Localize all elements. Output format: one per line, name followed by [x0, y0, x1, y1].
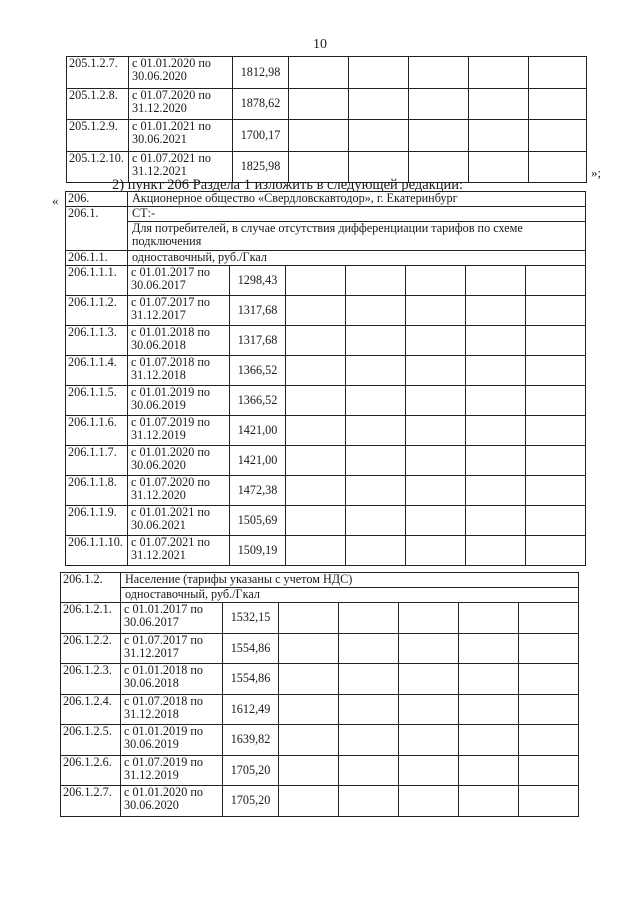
empty-cell — [526, 326, 586, 356]
empty-cell — [409, 88, 469, 120]
row-number: 206.1.2.7. — [61, 786, 121, 817]
empty-cell — [469, 57, 529, 89]
period-cell: с 01.01.2018 по 30.06.2018 — [121, 664, 223, 695]
empty-cell — [286, 386, 346, 416]
empty-cell — [339, 786, 399, 817]
empty-cell — [289, 120, 349, 152]
group-label: Население (тарифы указаны с учетом НДС) — [121, 573, 579, 588]
tariff-value: 1421,00 — [230, 416, 286, 446]
empty-cell — [279, 633, 339, 664]
row-number: 206.1.1.5. — [66, 386, 128, 416]
empty-cell — [459, 755, 519, 786]
tariff-value: 1298,43 — [230, 266, 286, 296]
empty-cell — [406, 506, 466, 536]
empty-cell — [286, 536, 346, 566]
tariff-table-205-body — [67, 57, 587, 183]
empty-cell — [526, 506, 586, 536]
group-number: 206.1.1. — [66, 251, 128, 266]
table-row — [66, 536, 586, 566]
group-number: 206.1.2. — [61, 573, 121, 603]
tariff-value: 1317,68 — [230, 326, 286, 356]
empty-cell — [399, 694, 459, 725]
empty-cell — [519, 755, 579, 786]
empty-cell — [526, 446, 586, 476]
group-sub-row — [61, 588, 579, 603]
tariff-value: 1554,86 — [223, 664, 279, 695]
empty-cell — [406, 536, 466, 566]
tariff-table-205-continued — [66, 56, 587, 183]
empty-cell — [286, 356, 346, 386]
period-cell: с 01.07.2017 по 31.12.2017 — [128, 296, 230, 326]
empty-cell — [529, 151, 587, 183]
empty-cell — [406, 296, 466, 326]
period-cell: с 01.07.2021 по 31.12.2021 — [128, 536, 230, 566]
empty-cell — [346, 296, 406, 326]
tariff-value: 1421,00 — [230, 446, 286, 476]
group-label: одноставочный, руб./Гкал — [128, 251, 586, 266]
empty-cell — [286, 266, 346, 296]
empty-cell — [346, 356, 406, 386]
tariff-value: 1878,62 — [233, 88, 289, 120]
period-cell: с 01.01.2021 по 30.06.2021 — [129, 120, 233, 152]
period-cell: с 01.07.2018 по 31.12.2018 — [121, 694, 223, 725]
tariff-value: 1705,20 — [223, 755, 279, 786]
row-number: 206.1.1.1. — [66, 266, 128, 296]
period-cell: с 01.07.2019 по 31.12.2019 — [121, 755, 223, 786]
closing-quote-mark: »; — [591, 165, 602, 180]
empty-cell — [279, 755, 339, 786]
period-cell: с 01.01.2018 по 30.06.2018 — [128, 326, 230, 356]
period-cell: с 01.07.2021 по 31.12.2021 — [129, 151, 233, 183]
table-row — [61, 603, 579, 634]
row-number: 205.1.2.9. — [67, 120, 129, 152]
row-number: 205.1.2.7. — [67, 57, 129, 89]
period-cell: с 01.07.2020 по 31.12.2020 — [128, 476, 230, 506]
tariff-table-206 — [65, 191, 586, 566]
tariff-value: 1612,49 — [223, 694, 279, 725]
empty-cell — [529, 88, 587, 120]
row-number: 205.1.2.8. — [67, 88, 129, 120]
table-row — [61, 694, 579, 725]
empty-cell — [286, 296, 346, 326]
tariff-value: 1472,38 — [230, 476, 286, 506]
empty-cell — [399, 664, 459, 695]
empty-cell — [286, 446, 346, 476]
empty-cell — [399, 633, 459, 664]
group-row-206-1-1 — [66, 251, 586, 266]
empty-cell — [339, 664, 399, 695]
empty-cell — [399, 725, 459, 756]
group-row-206-1-2 — [61, 573, 579, 588]
empty-cell — [339, 755, 399, 786]
empty-cell — [526, 266, 586, 296]
empty-cell — [466, 506, 526, 536]
tariff-value: 1639,82 — [223, 725, 279, 756]
empty-cell — [526, 536, 586, 566]
tariff-table-206-1-2-body — [61, 603, 579, 817]
row-number: 206.1.1.8. — [66, 476, 128, 506]
tariff-value: 1812,98 — [233, 57, 289, 89]
empty-cell — [346, 416, 406, 446]
empty-cell — [529, 120, 587, 152]
empty-cell — [406, 266, 466, 296]
empty-cell — [406, 356, 466, 386]
row-number: 206.1.1.4. — [66, 356, 128, 386]
system-label: СТ:- — [128, 207, 586, 222]
empty-cell — [399, 603, 459, 634]
amendment-instruction: 2) пункт 206 Раздела 1 изложить в следующей редакции: — [112, 177, 464, 193]
empty-cell — [519, 786, 579, 817]
table-row — [61, 633, 579, 664]
empty-cell — [459, 633, 519, 664]
table-row — [66, 326, 586, 356]
tariff-value: 1366,52 — [230, 356, 286, 386]
tariff-table-206-1-1-body — [66, 266, 586, 566]
empty-cell — [279, 664, 339, 695]
empty-cell — [399, 786, 459, 817]
empty-cell — [469, 120, 529, 152]
empty-cell — [526, 356, 586, 386]
empty-cell — [289, 57, 349, 89]
empty-cell — [339, 633, 399, 664]
empty-cell — [519, 633, 579, 664]
tariff-value: 1509,19 — [230, 536, 286, 566]
tariff-value: 1366,52 — [230, 386, 286, 416]
period-cell: с 01.01.2019 по 30.06.2019 — [128, 386, 230, 416]
empty-cell — [339, 725, 399, 756]
empty-cell — [406, 326, 466, 356]
empty-cell — [466, 356, 526, 386]
period-cell: с 01.07.2019 по 31.12.2019 — [128, 416, 230, 446]
empty-cell — [286, 326, 346, 356]
empty-cell — [279, 603, 339, 634]
empty-cell — [346, 476, 406, 506]
row-number: 206.1.2.3. — [61, 664, 121, 695]
empty-cell — [409, 120, 469, 152]
tariff-value: 1705,20 — [223, 786, 279, 817]
period-cell: с 01.01.2019 по 30.06.2019 — [121, 725, 223, 756]
period-cell: с 01.01.2021 по 30.06.2021 — [128, 506, 230, 536]
empty-cell — [526, 416, 586, 446]
empty-cell — [466, 416, 526, 446]
group-sub-label: одноставочный, руб./Гкал — [121, 588, 579, 603]
empty-cell — [459, 603, 519, 634]
period-cell: с 01.01.2017 по 30.06.2017 — [128, 266, 230, 296]
empty-cell — [346, 506, 406, 536]
empty-cell — [466, 536, 526, 566]
empty-cell — [526, 386, 586, 416]
table-row — [61, 664, 579, 695]
tariff-value: 1700,17 — [233, 120, 289, 152]
empty-cell — [529, 57, 587, 89]
table-row — [61, 725, 579, 756]
consumers-row — [66, 222, 586, 251]
empty-cell — [346, 446, 406, 476]
period-cell: с 01.01.2017 по 30.06.2017 — [121, 603, 223, 634]
empty-cell — [469, 151, 529, 183]
empty-cell — [459, 725, 519, 756]
empty-cell — [346, 536, 406, 566]
consumers-label: Для потребителей, в случае отсутствия дифференциации тарифов по схеме подключения — [128, 222, 586, 251]
table-row — [61, 755, 579, 786]
empty-cell — [349, 57, 409, 89]
row-number: 206.1.2.4. — [61, 694, 121, 725]
row-number: 206.1.2.1. — [61, 603, 121, 634]
empty-cell — [466, 326, 526, 356]
tariff-value: 1825,98 — [233, 151, 289, 183]
empty-cell — [406, 446, 466, 476]
empty-cell — [339, 603, 399, 634]
row-number: 206.1.2.6. — [61, 755, 121, 786]
empty-cell — [406, 416, 466, 446]
empty-cell — [286, 506, 346, 536]
tariff-value: 1532,15 — [223, 603, 279, 634]
empty-cell — [286, 476, 346, 506]
period-cell: с 01.01.2020 по 30.06.2020 — [128, 446, 230, 476]
empty-cell — [279, 694, 339, 725]
section-number: 206. — [66, 192, 128, 207]
table-row — [66, 296, 586, 326]
empty-cell — [466, 386, 526, 416]
table-row — [66, 506, 586, 536]
empty-cell — [349, 120, 409, 152]
period-cell: с 01.01.2020 по 30.06.2020 — [129, 57, 233, 89]
empty-cell — [286, 416, 346, 446]
period-cell: с 01.07.2020 по 31.12.2020 — [129, 88, 233, 120]
table-row — [66, 476, 586, 506]
row-number: 206.1.1.7. — [66, 446, 128, 476]
empty-cell — [409, 57, 469, 89]
row-number: 206.1.1.10. — [66, 536, 128, 566]
row-number: 205.1.2.10. — [67, 151, 129, 183]
table-row — [67, 120, 587, 152]
table-row — [66, 386, 586, 416]
row-number: 206.1.1.2. — [66, 296, 128, 326]
period-cell: с 01.07.2017 по 31.12.2017 — [121, 633, 223, 664]
subsection-row-206-1 — [66, 207, 586, 222]
page-number: 10 — [313, 37, 327, 52]
empty-cell — [346, 266, 406, 296]
empty-cell — [339, 694, 399, 725]
empty-cell — [346, 326, 406, 356]
empty-cell — [289, 88, 349, 120]
empty-cell — [466, 446, 526, 476]
empty-cell — [519, 664, 579, 695]
empty-cell — [459, 786, 519, 817]
empty-cell — [406, 386, 466, 416]
table-row — [67, 88, 587, 120]
empty-cell — [346, 386, 406, 416]
empty-cell — [459, 694, 519, 725]
table-row — [67, 57, 587, 89]
empty-cell — [466, 476, 526, 506]
tariff-value: 1317,68 — [230, 296, 286, 326]
row-number: 206.1.1.9. — [66, 506, 128, 536]
table-row — [66, 416, 586, 446]
empty-cell — [469, 88, 529, 120]
empty-cell — [459, 664, 519, 695]
empty-cell — [466, 266, 526, 296]
empty-cell — [526, 476, 586, 506]
tariff-value: 1505,69 — [230, 506, 286, 536]
period-cell: с 01.07.2018 по 31.12.2018 — [128, 356, 230, 386]
table-row — [66, 356, 586, 386]
table-row — [66, 446, 586, 476]
empty-cell — [526, 296, 586, 326]
empty-cell — [349, 88, 409, 120]
empty-cell — [399, 755, 459, 786]
row-number: 206.1.2.5. — [61, 725, 121, 756]
empty-cell — [519, 725, 579, 756]
empty-cell — [279, 786, 339, 817]
tariff-value: 1554,86 — [223, 633, 279, 664]
opening-quote-mark: « — [52, 193, 59, 208]
row-number: 206.1.1.6. — [66, 416, 128, 446]
empty-cell — [466, 296, 526, 326]
tariff-table-206-1-2 — [60, 572, 579, 817]
table-row — [61, 786, 579, 817]
section-row-206 — [66, 192, 586, 207]
subsection-number: 206.1. — [66, 207, 128, 251]
empty-cell — [519, 603, 579, 634]
row-number: 206.1.1.3. — [66, 326, 128, 356]
row-number: 206.1.2.2. — [61, 633, 121, 664]
empty-cell — [406, 476, 466, 506]
period-cell: с 01.01.2020 по 30.06.2020 — [121, 786, 223, 817]
table-row — [66, 266, 586, 296]
empty-cell — [279, 725, 339, 756]
organization-name: Акционерное общество «Свердловскавтодор», г. Екатеринбург — [128, 192, 586, 207]
empty-cell — [519, 694, 579, 725]
